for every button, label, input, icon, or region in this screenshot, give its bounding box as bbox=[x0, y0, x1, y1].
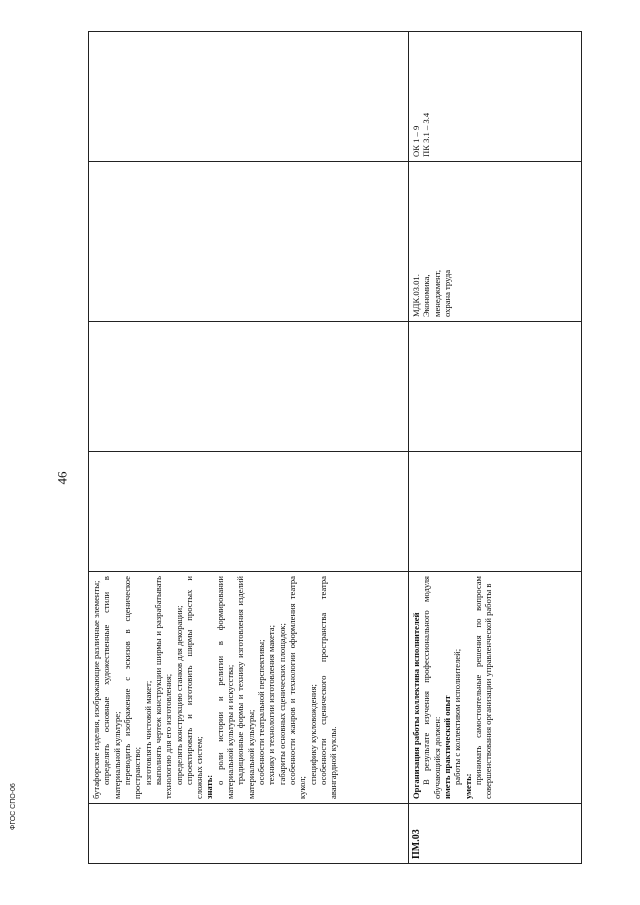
text-line: спроектировать и изготовить ширмы простых и сложных систем; bbox=[183, 576, 205, 799]
text-line: изготовлять чистовой макет; bbox=[142, 680, 153, 785]
text-line: особенности театральной перспективы; bbox=[256, 639, 266, 785]
text-line: определять конструкцию станков для декорации; bbox=[173, 605, 184, 785]
text-line: знать: bbox=[204, 774, 215, 799]
text-line: особенности жанров и технологии оформления театра кукол; bbox=[286, 576, 308, 799]
text-line: традиционные формы и технику изготовления изделий материальной культуры; bbox=[235, 576, 256, 799]
text-line: технику и технологии изготовления макета; bbox=[266, 625, 277, 785]
discipline-cell bbox=[89, 162, 409, 322]
discipline-cell bbox=[409, 162, 582, 322]
description-cell bbox=[89, 572, 409, 804]
standards-table bbox=[88, 32, 571, 864]
hours-cell bbox=[409, 452, 582, 572]
text-line: о роли истории и религии в формировании материальной культуры и искусства; bbox=[214, 576, 236, 799]
text-line: уметь: bbox=[462, 773, 473, 799]
text-line: определять основные художественные стили в материальной культуре; bbox=[101, 576, 122, 799]
text-line: иметь практический опыт bbox=[441, 695, 452, 799]
competency-cell bbox=[409, 32, 582, 162]
text-line: работы с коллективом исполнителей; bbox=[452, 648, 463, 785]
cell-line: МДК.03.01. bbox=[411, 274, 421, 317]
hours-cell bbox=[89, 322, 409, 452]
text-line: специфику кукловождения; bbox=[307, 684, 318, 785]
cell-line: ОК 1 – 9 bbox=[411, 125, 421, 157]
text-line: Организация работы коллектива исполнителей bbox=[411, 612, 421, 799]
cell-line: Экономика, bbox=[421, 274, 432, 317]
competency-cell bbox=[89, 32, 409, 162]
cell-line: охрана труда bbox=[441, 269, 452, 317]
table-row bbox=[89, 32, 409, 864]
module-code: ПМ.03 bbox=[409, 804, 582, 864]
table-row bbox=[409, 32, 582, 864]
text-line: переводить изображение с эскизов в сценическое пространство; bbox=[121, 576, 143, 799]
text-line: особенности сценического пространства театра авангардной куклы. bbox=[317, 576, 339, 799]
cell-line: менеджмент, bbox=[431, 270, 442, 317]
text-line: В результате изучения профессионального модуля обучающийся должен: bbox=[421, 576, 442, 799]
hours-cell bbox=[89, 452, 409, 572]
text-line: габариты основных сценических площадок; bbox=[276, 623, 287, 785]
cell-line: ПК 3.1 – 3.4 bbox=[421, 112, 432, 157]
description-cell bbox=[409, 572, 582, 804]
footer-text: ФГОС СПО-06 bbox=[10, 783, 17, 830]
code-cell bbox=[89, 804, 409, 864]
text-line: бутафорские изделия, изображающие различные элементы; bbox=[91, 580, 101, 799]
text-line: выполнять чертеж конструкции ширмы и разрабатывать технологию для его изготовления; bbox=[152, 576, 174, 799]
page-number: 46 bbox=[54, 471, 70, 485]
hours-cell bbox=[409, 322, 582, 452]
text-line: принимать самостоятельные решения по вопросам совершенствования организации управленческой работы в bbox=[472, 576, 494, 799]
